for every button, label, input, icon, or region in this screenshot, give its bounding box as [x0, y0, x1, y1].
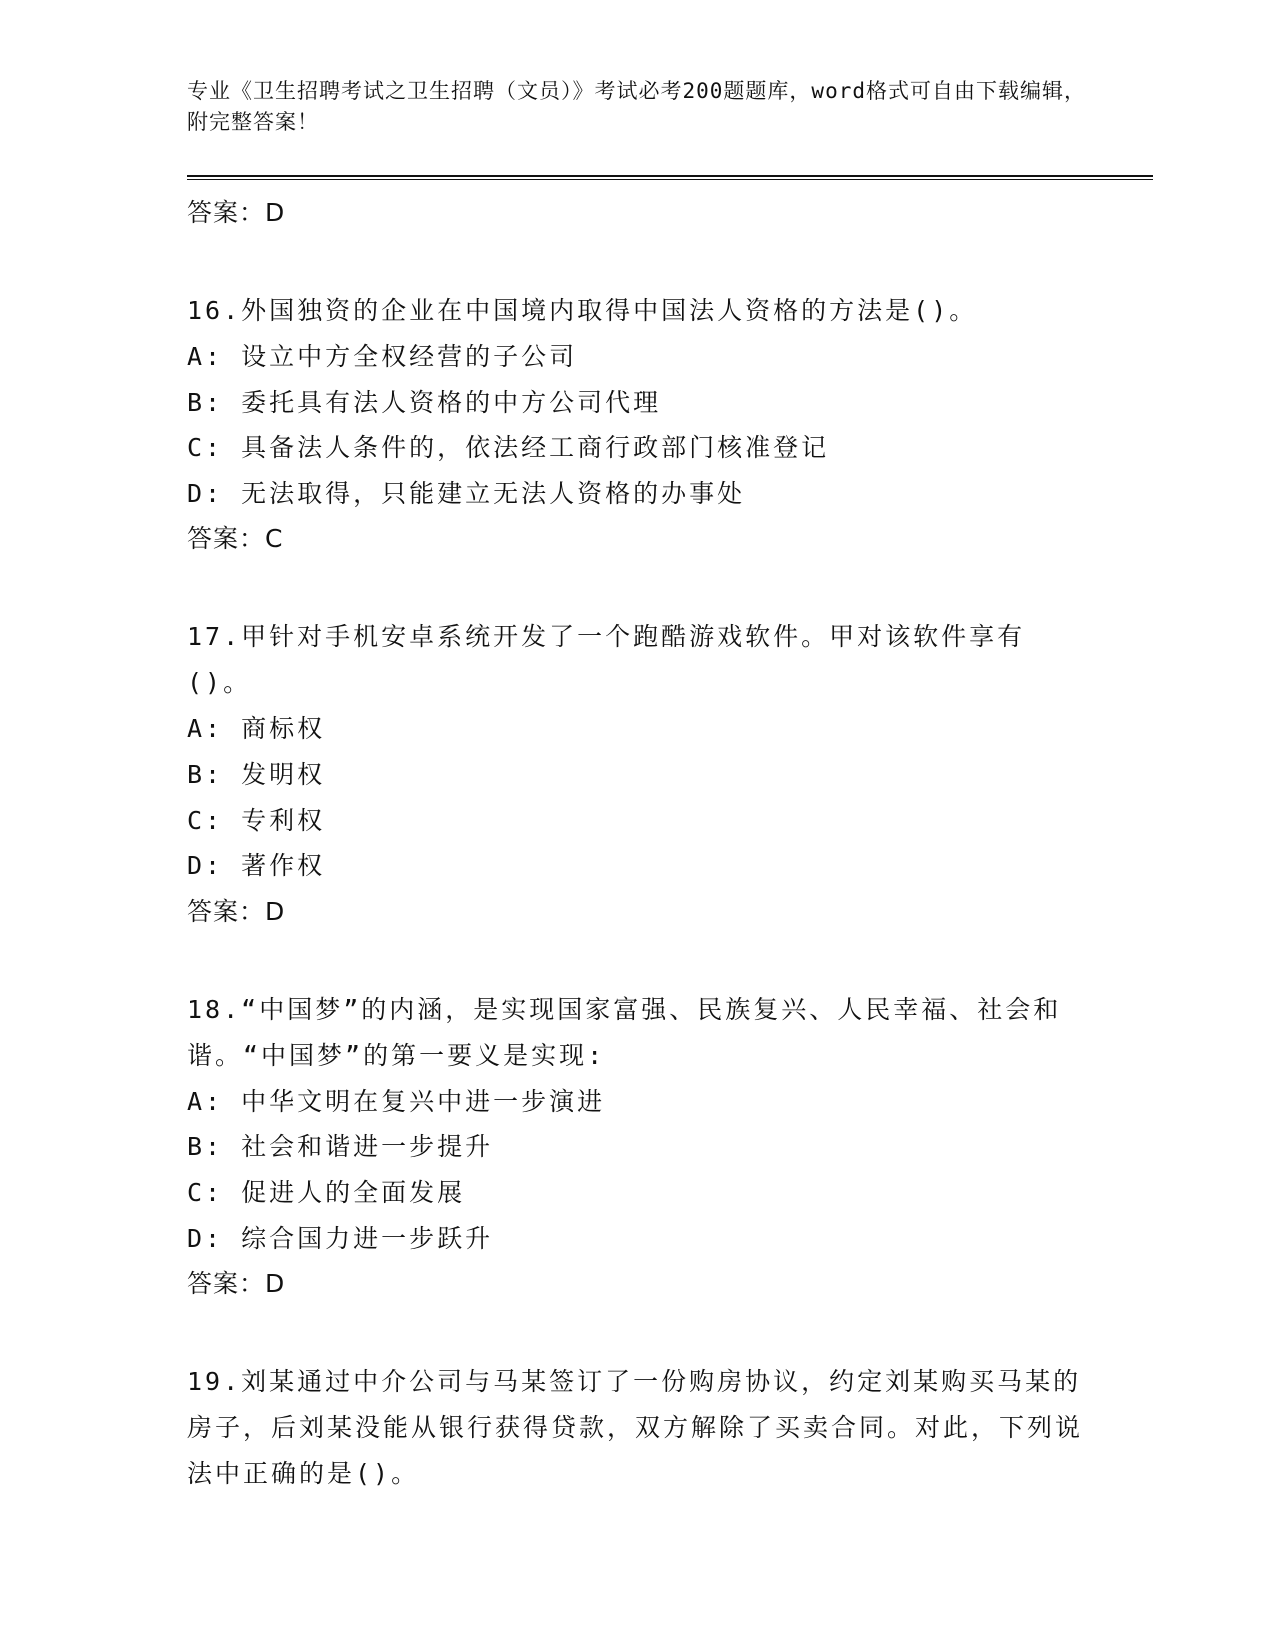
answer-line: 答案：D [187, 1269, 286, 1299]
header-divider [187, 175, 1153, 180]
page-header: 专业《卫生招聘考试之卫生招聘（文员）》考试必考200题题库，word格式可自由下载编辑，附完整答案！ [187, 79, 1086, 134]
question-19 [187, 1359, 1087, 1497]
option-a: A: 中华文明在复兴中进一步演进 [187, 1086, 606, 1116]
document-body [187, 190, 1087, 1497]
option-c: C: 专利权 [187, 805, 326, 835]
option-a: A: 设立中方全权经营的子公司 [187, 342, 578, 371]
question-stem: 18.“中国梦”的内涵，是实现国家富强、民族复兴、人民幸福、社会和谐。“中国梦”的第一要义是实现: [187, 994, 1062, 1070]
option-d: D: 著作权 [187, 851, 326, 881]
option-b: B: 社会和谐进一步提升 [187, 1132, 494, 1162]
option-b: B: 委托具有法人资格的中方公司代理 [187, 387, 662, 417]
question-stem: 16.外国独资的企业在中国境内取得中国法人资格的方法是()。 [187, 296, 978, 325]
answer-line: 答案：C [187, 524, 284, 554]
question-18 [187, 987, 1087, 1307]
option-d: D: 无法取得，只能建立无法人资格的办事处 [187, 478, 746, 508]
option-d: D: 综合国力进一步跃升 [187, 1223, 494, 1253]
question-17 [187, 614, 1087, 934]
option-c: C: 具备法人条件的，依法经工商行政部门核准登记 [187, 433, 830, 463]
question-stem: 17.甲针对手机安卓系统开发了一个跑酷游戏软件。甲对该软件享有()。 [187, 622, 1026, 698]
question-stem: 19.刘某通过中介公司与马某签订了一份购房协议，约定刘某购买马某的房子，后刘某没能从银行获得贷款，双方解除了买卖合同。对此，下列说法中正确的是()。 [187, 1367, 1084, 1489]
answer-line: 答案：D [187, 198, 286, 227]
question-16 [187, 288, 1087, 562]
option-a: A: 商标权 [187, 714, 326, 744]
option-b: B: 发明权 [187, 759, 326, 789]
answer-line: 答案：D [187, 896, 286, 926]
option-c: C: 促进人的全面发展 [187, 1177, 466, 1207]
